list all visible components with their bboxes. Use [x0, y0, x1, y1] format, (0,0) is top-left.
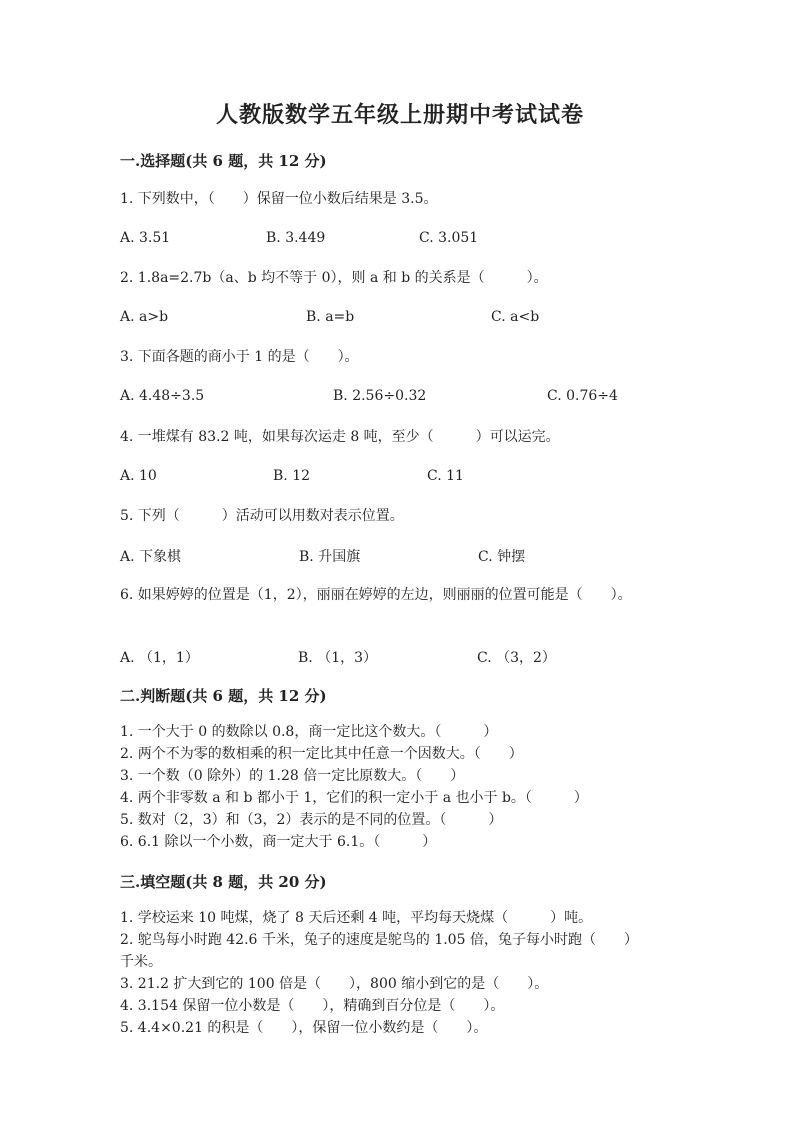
option-b: B. 12: [273, 468, 311, 484]
question-text: 6. 如果婷婷的位置是（1，2），丽丽在婷婷的左边，则丽丽的位置可能是（ ）。: [120, 587, 632, 603]
option-a: A. 3.51: [120, 230, 171, 246]
option-c: C. 11: [427, 468, 464, 484]
fill-blank-item: 2. 鸵鸟每小时跑 42.6 千米，兔子的速度是鸵鸟的 1.05 倍，兔子每小时跑（ ）千米。: [120, 932, 638, 970]
fill-blank-item: 1. 学校运来 10 吨煤，烧了 8 天后还剩 4 吨，平均每天烧煤（ ）吨。: [120, 910, 593, 926]
option-c: C. 钟摆: [478, 549, 526, 565]
option-a: A. 10: [120, 468, 157, 484]
question-text: 4. 一堆煤有 83.2 吨，如果每次运走 8 吨，至少（ ）可以运完。: [120, 429, 560, 445]
page-title: 人教版数学五年级上册期中考试试卷: [215, 102, 584, 128]
judgment-item: 5. 数对（2，3）和（3，2）表示的是不同的位置。（ ）: [120, 812, 503, 828]
option-a: A. （1，1）: [120, 650, 199, 666]
option-b: B. 3.449: [266, 230, 326, 246]
question-text: 1. 下列数中，（ ）保留一位小数后结果是 3.5。: [120, 191, 438, 207]
option-c: C. a<b: [491, 309, 540, 325]
fill-blank-item: 3. 21.2 扩大到它的 100 倍是（ ），800 缩小到它的是（ ）。: [120, 976, 549, 992]
judgment-item: 2. 两个不为零的数相乘的积一定比其中任意一个因数大。（ ）: [120, 746, 523, 762]
judgment-item: 4. 两个非零数 a 和 b 都小于 1，它们的积一定小于 a 也小于 b。（ ）: [120, 790, 588, 806]
fill-blank-item: 4. 3.154 保留一位小数是（ ），精确到百分位是（ ）。: [120, 998, 505, 1014]
question-text: 3. 下面各题的商小于 1 的是（ ）。: [120, 349, 359, 365]
option-c: C. 3.051: [419, 230, 479, 246]
option-a: A. a>b: [120, 309, 169, 325]
judgment-item: 6. 6.1 除以一个小数，商一定大于 6.1。（ ）: [120, 834, 437, 850]
section-heading-judgment: 二.判断题(共 6 题，共 12 分): [120, 687, 327, 705]
option-b: B. （1，3）: [298, 650, 378, 666]
option-c: C. （3，2）: [477, 650, 556, 666]
option-b: B. a=b: [306, 309, 355, 325]
option-a: A. 4.48÷3.5: [120, 388, 205, 404]
question-text: 5. 下列（ ）活动可以用数对表示位置。: [120, 508, 404, 524]
option-a: A. 下象棋: [120, 549, 182, 565]
question-text: 2. 1.8a=2.7b（a、b 均不等于 0），则 a 和 b 的关系是（ ）。: [120, 270, 548, 286]
judgment-item: 1. 一个大于 0 的数除以 0.8，商一定比这个数大。（ ）: [120, 724, 498, 740]
option-c: C. 0.76÷4: [547, 388, 618, 404]
option-b: B. 升国旗: [299, 549, 361, 565]
judgment-item: 3. 一个数（0 除外）的 1.28 倍一定比原数大。（ ）: [120, 768, 465, 784]
fill-blank-item: 5. 4.4×0.21 的积是（ ），保留一位小数约是（ ）。: [120, 1020, 488, 1036]
section-heading-fill-blank: 三.填空题(共 8 题，共 20 分): [120, 873, 327, 891]
option-b: B. 2.56÷0.32: [333, 388, 427, 404]
section-heading-choice: 一.选择题(共 6 题，共 12 分): [120, 152, 327, 170]
